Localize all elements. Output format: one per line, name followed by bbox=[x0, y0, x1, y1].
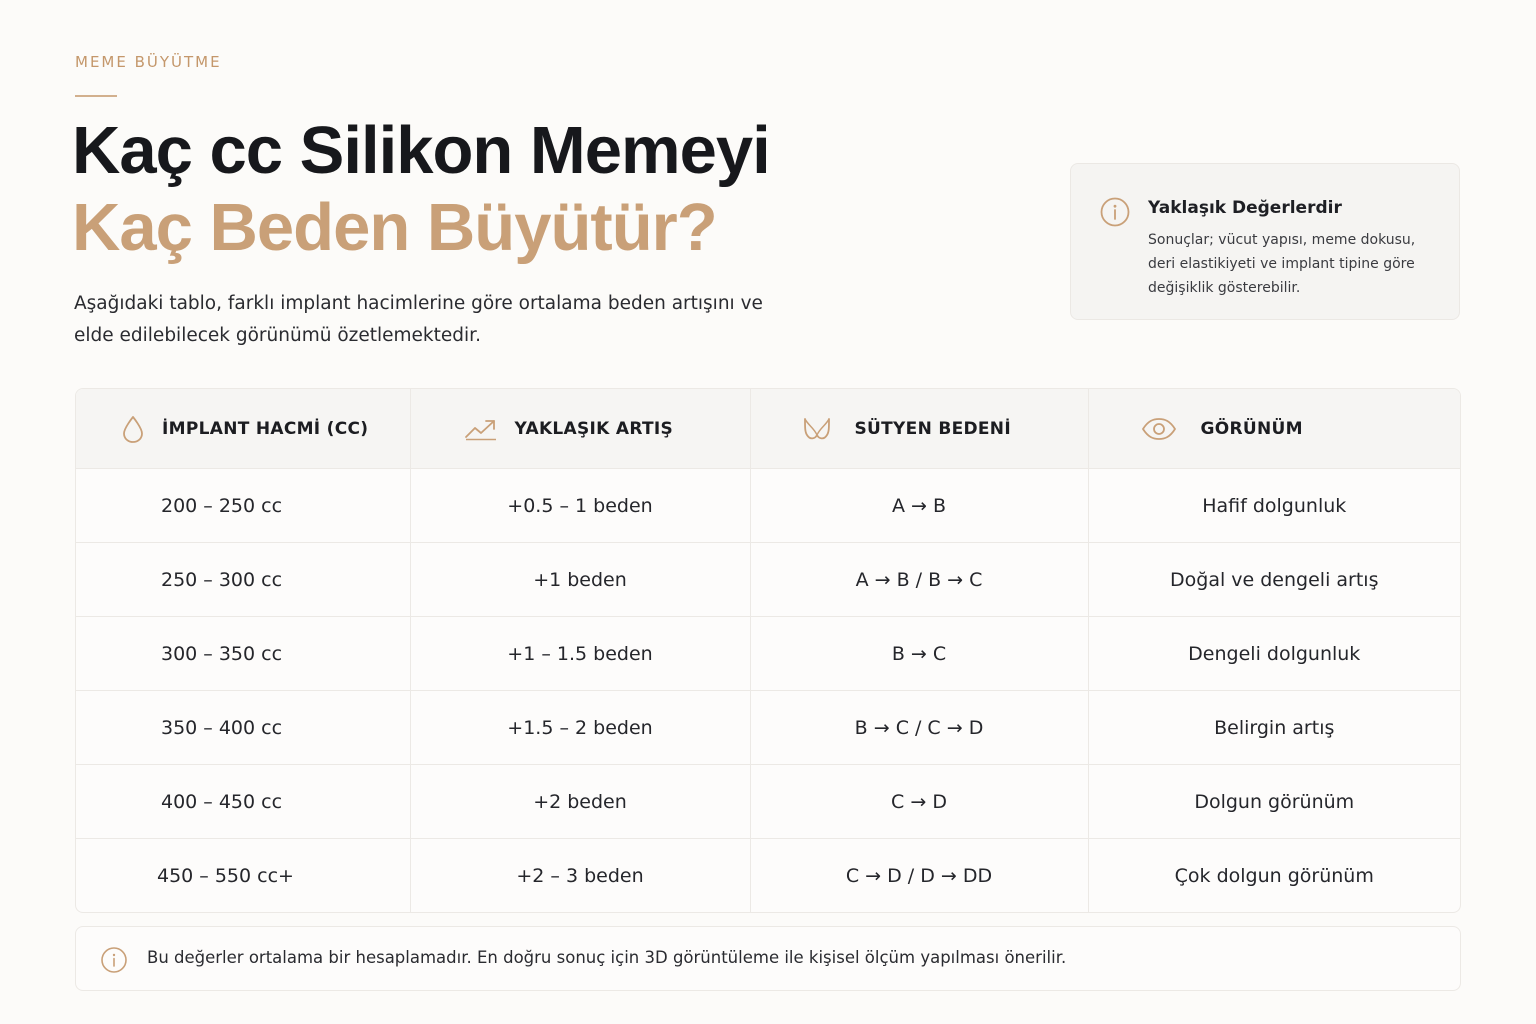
eyebrow-divider bbox=[75, 95, 117, 97]
cell-approx-increase: +0.5 – 1 beden bbox=[410, 469, 750, 543]
bra-icon bbox=[802, 414, 832, 444]
table-header-row bbox=[76, 389, 1460, 469]
column-header-label: İMPLANT HACMİ (CC) bbox=[162, 418, 369, 439]
intro-paragraph: Aşağıdaki tablo, farklı implant hacimlerine göre ortalama beden artışını ve elde edilebilecek görünümü özetlemektedir. bbox=[74, 293, 763, 346]
drop-icon bbox=[118, 414, 148, 444]
column-header-label: GÖRÜNÜM bbox=[1200, 418, 1303, 439]
cell-implant-volume: 400 – 450 cc bbox=[76, 765, 410, 839]
cell-bra-size: C → D / D → DD bbox=[750, 839, 1088, 913]
cell-implant-volume: 250 – 300 cc bbox=[76, 543, 410, 617]
info-card-text: Sonuçlar; vücut yapısı, meme dokusu, deri elastikiyeti ve implant tipine göre değişiklik gösterebilir. bbox=[1148, 232, 1416, 296]
column-header-label: SÜTYEN BEDENİ bbox=[854, 418, 1011, 439]
footer-note-text: Bu değerler ortalama bir hesaplamadır. En doğru sonuç için 3D görüntüleme ile kişisel ölçüm yapılması önerilir. bbox=[147, 948, 1067, 967]
cell-implant-volume: 200 – 250 cc bbox=[76, 469, 410, 543]
trend-up-icon bbox=[464, 414, 498, 444]
column-header-approx-increase bbox=[410, 389, 750, 469]
cell-bra-size: B → C / C → D bbox=[750, 691, 1088, 765]
cell-bra-size: C → D bbox=[750, 765, 1088, 839]
cell-appearance: Hafif dolgunluk bbox=[1088, 469, 1460, 543]
info-card-title: Yaklaşık Değerlerdir bbox=[1148, 198, 1342, 218]
footer-note bbox=[75, 926, 1461, 991]
cell-bra-size: A → B / B → C bbox=[750, 543, 1088, 617]
column-header-appearance bbox=[1088, 389, 1460, 469]
table-row bbox=[76, 617, 1460, 691]
column-header-bra-size bbox=[750, 389, 1088, 469]
cell-appearance: Dolgun görünüm bbox=[1088, 765, 1460, 839]
cell-approx-increase: +2 – 3 beden bbox=[410, 839, 750, 913]
implant-size-table bbox=[75, 388, 1461, 913]
table-row bbox=[76, 839, 1460, 913]
column-header-label: YAKLAŞIK ARTIŞ bbox=[514, 418, 674, 439]
cell-implant-volume: 300 – 350 cc bbox=[76, 617, 410, 691]
eye-icon bbox=[1141, 414, 1177, 444]
cell-implant-volume: 450 – 550 cc+ bbox=[76, 839, 410, 913]
cell-bra-size: B → C bbox=[750, 617, 1088, 691]
info-circle-icon bbox=[100, 946, 128, 974]
cell-appearance: Belirgin artış bbox=[1088, 691, 1460, 765]
page-title-line2: Kaç Beden Büyütür? bbox=[72, 190, 717, 265]
table-row bbox=[76, 691, 1460, 765]
table-row bbox=[76, 543, 1460, 617]
cell-appearance: Çok dolgun görünüm bbox=[1174, 864, 1374, 887]
cell-appearance: Dengeli dolgunluk bbox=[1088, 617, 1460, 691]
info-circle-icon bbox=[1099, 196, 1131, 228]
page-title-line1: Kaç cc Silikon Memeyi bbox=[72, 113, 770, 188]
cell-bra-size: A → B bbox=[750, 469, 1088, 543]
info-card bbox=[1070, 163, 1460, 320]
cell-approx-increase: +1 beden bbox=[410, 543, 750, 617]
cell-implant-volume: 350 – 400 cc bbox=[76, 691, 410, 765]
cell-approx-increase: +1 – 1.5 beden bbox=[410, 617, 750, 691]
table-row bbox=[76, 469, 1460, 543]
section-eyebrow: MEME BÜYÜTME bbox=[75, 53, 222, 71]
column-header-implant-volume bbox=[76, 389, 410, 469]
cell-approx-increase: +1.5 – 2 beden bbox=[410, 691, 750, 765]
cell-appearance: Doğal ve dengeli artış bbox=[1088, 543, 1460, 617]
cell-approx-increase: +2 beden bbox=[410, 765, 750, 839]
table-row bbox=[76, 765, 1460, 839]
